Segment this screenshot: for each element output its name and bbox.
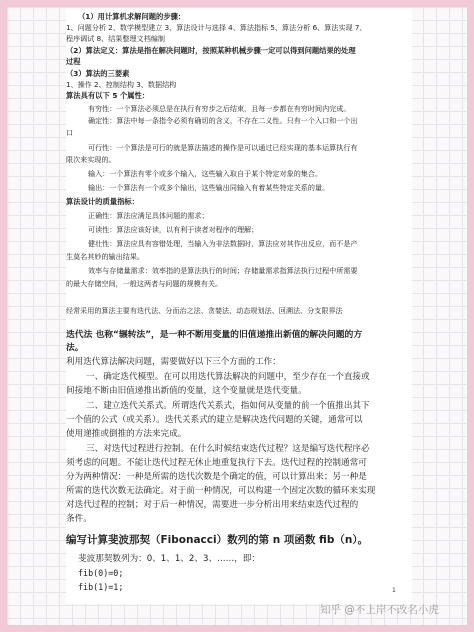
property-output: 输出：一个算法有一个或多个输出，这些输出同输入有着某些特定关系的量。 xyxy=(88,183,330,192)
property-input: 输入：一个算法有零个或多个输入，这些输入取自于某个特定对象的集合。 xyxy=(88,169,323,178)
text-line: 生莫名其妙的输出结果。 xyxy=(66,252,145,261)
section-heading-steps: （1）用计算机求解问题的步骤： xyxy=(78,12,186,21)
page-number: 1 xyxy=(391,586,396,594)
section-heading-properties: 算法具有以下 5 个属性： xyxy=(66,91,150,100)
section-heading-quality: 算法设计的质量指标： xyxy=(66,197,139,206)
quality-robustness: 健壮性：算法应具有容错处理，当输入为非法数据时，算法应对其作出反应，而不是产 xyxy=(88,239,358,248)
text-line: 1、操作 2、控制结构 3、数据结构 xyxy=(66,80,177,89)
quality-correctness: 正确性：算法应满足具体问题的需求； xyxy=(88,211,209,220)
fibonacci-sequence: 斐波那契数列为：0、1、1、2、3、……，即： xyxy=(78,554,261,564)
property-definiteness: 确定性：算法中每一条指令必须有确切的含义，不存在二义性。只有一个入口和一个出 xyxy=(88,116,358,125)
iteration-step-one: 一、确定迭代模型。在可以用迭代算法解决的问题中，至少存在一个直接或 xyxy=(86,372,370,382)
text-line: 使用递推或倒推的方法来完成。 xyxy=(66,429,187,439)
text-line: 过程 xyxy=(66,57,81,66)
iteration-step-three: 三、对迭代过程进行控制。在什么时候结束迭代过程？这是编写迭代程序必 xyxy=(86,444,370,454)
algorithm-definition: （2）算法定义：算法是指在解决问题时，按照某种机械步骤一定可以得到问题结果的处理 xyxy=(66,46,356,55)
property-finiteness: 有穷性：一个算法必须总是在执行有穷步之后结束，且每一步都在有穷时间内完成。 xyxy=(88,104,351,113)
text-line: 间接地不断由旧值递推出新值的变量，这个变量就是迭代变量。 xyxy=(66,386,307,396)
code-line: fib(1)=1; xyxy=(78,582,124,592)
text-line: 须考虑的问题。不能让迭代过程无休止地重复执行下去。迭代过程的控制通常可 xyxy=(66,458,367,468)
text-line: 程序调试 8、结果整理文档编制 xyxy=(66,34,165,43)
quality-readability: 可读性：算法应该好读，以有利于读者对程序的理解； xyxy=(88,225,259,234)
fibonacci-heading: 编写计算斐波那契（Fibonacci）数列的第 n 项函数 fib（n）。 xyxy=(66,534,369,546)
text-line: 1、问题分析 2、数学模型建立 3、算法设计与选择 4、算法指标 5、算法分析 6、算法实现 7、 xyxy=(66,23,367,32)
document-page xyxy=(66,8,412,604)
text-line: 限次来实现的。 xyxy=(66,155,116,164)
text-line: 法。 xyxy=(66,343,84,353)
text-line: 口 xyxy=(66,128,74,137)
code-line: fib(0)=0; xyxy=(78,568,124,578)
common-algorithms: 经常采用的算法主要有迭代法、分而治之法、贪婪法、动态规划法、回溯法、分支限界法 xyxy=(66,306,343,315)
text-line: 利用迭代算法解决问题，需要做好以下三个方面的工作： xyxy=(66,357,281,367)
text-line: 对迭代过程的控制；对于后一种情况，需要进一步分析出用来结束迭代过程的 xyxy=(66,500,359,510)
section-heading-elements: （3）算法的三要素 xyxy=(66,69,130,78)
text-line: 分为两种情况：一种是所需的迭代次数是个确定的值，可以计算出来；另一种是 xyxy=(66,472,367,482)
watermark: 知乎 @不上岸不改名小虎 xyxy=(320,604,439,616)
text-line: 条件。 xyxy=(66,514,92,524)
iteration-step-two: 二、建立迭代关系式。所谓迭代关系式，指如何从变量的前一个值推出其下 xyxy=(86,401,370,411)
text-line: 所需的迭代次数无法确定。对于前一种情况，可以构建一个固定次数的循环来实现 xyxy=(66,486,376,496)
text-line: 的最大存储空间，一般这两者与问题的规模有关。 xyxy=(66,279,223,288)
text-line: 一个值的公式（或关系）。迭代关系式的建立是解决迭代问题的关键，通常可以 xyxy=(66,415,363,425)
iteration-heading: 迭代法 也称“辗转法”，是一种不断用变量的旧值递推出新值的解决问题的方 xyxy=(66,330,363,340)
quality-efficiency: 效率与存储量需求：效率指的是算法执行的时间；存储量需求指算法执行过程中所需要 xyxy=(88,266,358,275)
property-feasibility: 可行性：一个算法是可行的就是算法描述的操作是可以通过已经实现的基本运算执行有 xyxy=(88,143,358,152)
